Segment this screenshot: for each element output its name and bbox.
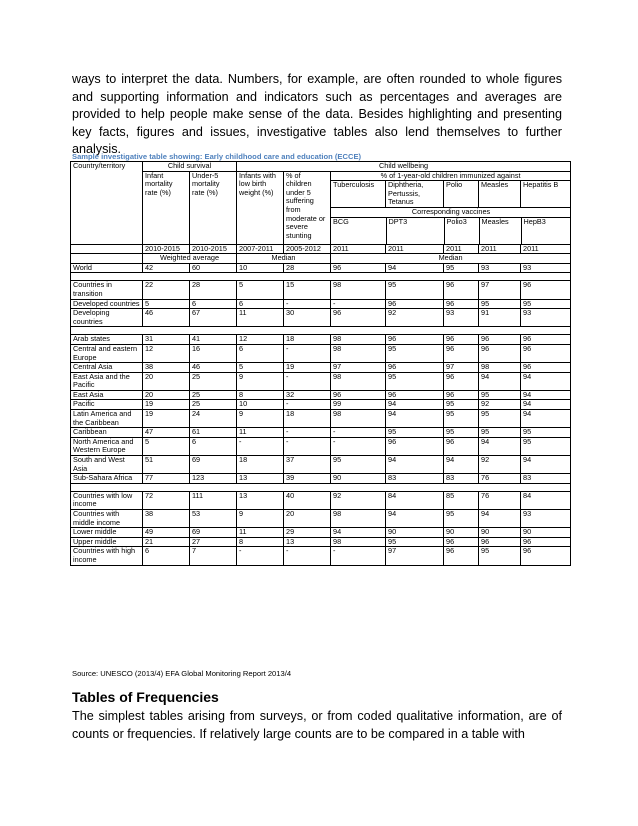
- data-cell: 96: [331, 309, 386, 327]
- year-measles: 2011: [479, 244, 521, 254]
- data-cell: 96: [444, 547, 479, 565]
- group-separator: [71, 327, 571, 335]
- data-cell: 19: [284, 363, 331, 373]
- data-cell: 10: [237, 400, 284, 410]
- data-cell: 98: [331, 344, 386, 362]
- data-cell: 97: [479, 281, 521, 299]
- data-cell: 96: [521, 344, 571, 362]
- row-label: Central and eastern Europe: [71, 344, 143, 362]
- row-label: Pacific: [71, 400, 143, 410]
- body-paragraph: The simplest tables arising from surveys, or from coded qualitative information, are of counts or frequencies. If relatively large counts are to be compared in a table with: [72, 709, 562, 741]
- header-polio3: Polio3: [444, 217, 479, 244]
- data-cell: -: [331, 428, 386, 438]
- header-stunting: % of children under 5 suffering from moderate or severe stunting: [284, 171, 331, 244]
- data-cell: 72: [143, 491, 190, 509]
- data-cell: 96: [521, 335, 571, 345]
- table-row: [71, 281, 571, 299]
- header-hepb3: HepB3: [523, 217, 546, 226]
- data-cell: 42: [143, 263, 190, 273]
- row-label: Countries with middle income: [71, 510, 143, 528]
- data-cell: 95: [444, 400, 479, 410]
- table-row: [71, 456, 571, 474]
- row-label: North America and Western Europe: [71, 437, 143, 455]
- data-cell: 94: [521, 390, 571, 400]
- data-cell: 96: [444, 299, 479, 309]
- header-low-birth-weight: Infants with low birth weight (%): [237, 171, 284, 244]
- data-cell: 96: [444, 537, 479, 547]
- header-dpt3: DPT3: [386, 217, 444, 244]
- data-cell: 96: [444, 344, 479, 362]
- row-label: East Asia and the Pacific: [71, 372, 143, 390]
- data-cell: 96: [521, 363, 571, 373]
- data-cell: 90: [479, 528, 521, 538]
- data-cell: 98: [331, 335, 386, 345]
- table-row: [71, 309, 571, 327]
- data-cell: 5: [237, 281, 284, 299]
- data-cell: 83: [521, 474, 571, 484]
- data-cell: 13: [237, 474, 284, 484]
- table-row: [71, 528, 571, 538]
- row-label: South and West Asia: [71, 456, 143, 474]
- table-caption: Sample investigative table showing: Early childhood care and education (ECCE): [72, 152, 362, 161]
- data-cell: 19: [143, 410, 190, 428]
- data-cell: 90: [521, 528, 571, 538]
- header-polio: Polio: [444, 181, 479, 208]
- data-cell: 90: [444, 528, 479, 538]
- data-cell: 96: [386, 299, 444, 309]
- table-row: [71, 390, 571, 400]
- data-cell: 28: [284, 263, 331, 273]
- row-label: World: [71, 263, 143, 273]
- data-cell: 28: [190, 281, 237, 299]
- data-cell: 97: [331, 363, 386, 373]
- data-cell: 61: [190, 428, 237, 438]
- data-cell: 11: [237, 528, 284, 538]
- data-cell: 8: [237, 537, 284, 547]
- row-label: Countries with low income: [71, 491, 143, 509]
- data-cell: 5: [143, 299, 190, 309]
- data-cell: 9: [237, 410, 284, 428]
- data-cell: 99: [331, 400, 386, 410]
- data-cell: 60: [190, 263, 237, 273]
- table-row: [71, 547, 571, 565]
- data-cell: 93: [521, 263, 571, 273]
- data-cell: 6: [237, 344, 284, 362]
- data-cell: 95: [444, 410, 479, 428]
- data-cell: 94: [479, 510, 521, 528]
- data-cell: 9: [237, 372, 284, 390]
- data-cell: 21: [143, 537, 190, 547]
- data-cell: 98: [331, 537, 386, 547]
- data-cell: -: [284, 428, 331, 438]
- row-label: Caribbean: [71, 428, 143, 438]
- data-cell: 85: [444, 491, 479, 509]
- data-cell: 95: [479, 410, 521, 428]
- data-cell: 6: [143, 547, 190, 565]
- data-cell: 20: [143, 390, 190, 400]
- section-heading: Tables of Frequencies: [72, 689, 219, 705]
- stat-median-wellbeing: Median: [331, 254, 571, 264]
- row-label: Sub-Sahara Africa: [71, 474, 143, 484]
- data-cell: 92: [331, 491, 386, 509]
- data-cell: 95: [444, 428, 479, 438]
- data-cell: 7: [190, 547, 237, 565]
- data-cell: 95: [331, 456, 386, 474]
- data-cell: 53: [190, 510, 237, 528]
- data-cell: 83: [444, 474, 479, 484]
- data-cell: 5: [143, 437, 190, 455]
- data-cell: 37: [284, 456, 331, 474]
- year-bcg: 2011: [331, 244, 386, 254]
- data-cell: 51: [143, 456, 190, 474]
- data-cell: 94: [479, 437, 521, 455]
- data-cell: 98: [331, 510, 386, 528]
- data-cell: 20: [284, 510, 331, 528]
- header-child-wellbeing: Child wellbeing: [237, 162, 571, 172]
- data-cell: 24: [190, 410, 237, 428]
- data-cell: 98: [331, 372, 386, 390]
- data-cell: 96: [479, 537, 521, 547]
- group-separator: [71, 273, 571, 281]
- data-cell: 94: [521, 456, 571, 474]
- data-cell: 38: [143, 363, 190, 373]
- data-cell: 25: [190, 372, 237, 390]
- data-cell: 95: [386, 537, 444, 547]
- row-label: Central Asia: [71, 363, 143, 373]
- data-cell: 95: [444, 510, 479, 528]
- data-cell: 29: [284, 528, 331, 538]
- data-cell: 94: [521, 410, 571, 428]
- header-infant-mortality: Infant mortality rate (%): [143, 171, 190, 244]
- data-cell: 10: [237, 263, 284, 273]
- year-polio3: 2011: [444, 244, 479, 254]
- data-cell: -: [284, 547, 331, 565]
- year-hepb3: 2011: [521, 244, 571, 254]
- table-row: [71, 335, 571, 345]
- data-cell: 95: [521, 428, 571, 438]
- data-cell: -: [331, 437, 386, 455]
- stat-median-survival: Median: [237, 254, 331, 264]
- stat-blank: [71, 254, 143, 264]
- row-label: Lower middle: [71, 528, 143, 538]
- data-cell: -: [284, 400, 331, 410]
- data-cell: 16: [190, 344, 237, 362]
- data-cell: -: [284, 344, 331, 362]
- table-row: [71, 474, 571, 484]
- data-cell: 40: [284, 491, 331, 509]
- data-cell: 95: [521, 299, 571, 309]
- table-row: [71, 372, 571, 390]
- table-row: [71, 510, 571, 528]
- row-label: Countries in transition: [71, 281, 143, 299]
- ecce-table: [70, 161, 571, 566]
- data-cell: 31: [143, 335, 190, 345]
- data-cell: 69: [190, 528, 237, 538]
- stat-weighted-average: Weighted average: [143, 254, 237, 264]
- data-cell: 97: [444, 363, 479, 373]
- data-cell: 95: [444, 263, 479, 273]
- header-dpt: Diphtheria, Pertussis, Tetanus: [386, 181, 444, 208]
- data-cell: 46: [190, 363, 237, 373]
- table-row: [71, 537, 571, 547]
- data-cell: 38: [143, 510, 190, 528]
- data-cell: 96: [331, 263, 386, 273]
- table-source: Source: UNESCO (2013/4) EFA Global Monitoring Report 2013/4: [72, 669, 292, 678]
- table-row: [71, 437, 571, 455]
- data-cell: 98: [331, 281, 386, 299]
- data-cell: 6: [237, 299, 284, 309]
- data-cell: 47: [143, 428, 190, 438]
- data-cell: 95: [386, 281, 444, 299]
- group-separator: [71, 483, 571, 491]
- header-immunized: % of 1-year-old children immunized against: [331, 171, 571, 181]
- data-cell: 93: [521, 510, 571, 528]
- data-cell: 41: [190, 335, 237, 345]
- data-cell: 83: [386, 474, 444, 484]
- data-cell: 19: [143, 400, 190, 410]
- data-cell: -: [331, 299, 386, 309]
- data-cell: 76: [479, 491, 521, 509]
- data-cell: 30: [284, 309, 331, 327]
- data-cell: 15: [284, 281, 331, 299]
- data-cell: 6: [190, 299, 237, 309]
- data-cell: 95: [479, 299, 521, 309]
- data-cell: 94: [331, 528, 386, 538]
- year-under5: 2010-2015: [190, 244, 237, 254]
- data-cell: 95: [386, 372, 444, 390]
- data-cell: 18: [284, 335, 331, 345]
- data-cell: 84: [386, 491, 444, 509]
- header-under5-mortality: Under-5 mortality rate (%): [190, 171, 237, 244]
- data-cell: 32: [284, 390, 331, 400]
- data-cell: 25: [190, 400, 237, 410]
- data-cell: 96: [521, 547, 571, 565]
- data-cell: 96: [386, 335, 444, 345]
- data-cell: 111: [190, 491, 237, 509]
- data-cell: 94: [521, 400, 571, 410]
- row-label: Upper middle: [71, 537, 143, 547]
- data-cell: 94: [386, 263, 444, 273]
- table-row: [71, 363, 571, 373]
- data-cell: 46: [143, 309, 190, 327]
- data-cell: 96: [386, 390, 444, 400]
- year-stunting: 2005-2012: [284, 244, 331, 254]
- year-low-birth: 2007-2011: [237, 244, 284, 254]
- data-cell: 96: [386, 437, 444, 455]
- data-cell: 13: [284, 537, 331, 547]
- data-cell: 76: [479, 474, 521, 484]
- data-cell: -: [237, 547, 284, 565]
- data-cell: -: [284, 372, 331, 390]
- table-row: [71, 263, 571, 273]
- data-cell: 92: [479, 456, 521, 474]
- data-cell: 49: [143, 528, 190, 538]
- data-cell: -: [237, 437, 284, 455]
- header-hepatitis-b: Hepatitis B: [521, 181, 571, 208]
- data-cell: 96: [521, 537, 571, 547]
- data-cell: 95: [386, 428, 444, 438]
- header-vaccines-block: [331, 207, 571, 244]
- data-cell: 96: [444, 281, 479, 299]
- data-cell: 96: [444, 437, 479, 455]
- data-cell: 20: [143, 372, 190, 390]
- data-cell: 67: [190, 309, 237, 327]
- table-row: [71, 428, 571, 438]
- data-cell: 25: [190, 390, 237, 400]
- row-label: Developing countries: [71, 309, 143, 327]
- data-cell: 98: [331, 410, 386, 428]
- header-tuberculosis: Tuberculosis: [331, 181, 386, 208]
- data-cell: 84: [521, 491, 571, 509]
- data-cell: 94: [386, 510, 444, 528]
- data-cell: 92: [386, 309, 444, 327]
- data-cell: 18: [237, 456, 284, 474]
- table-row: [71, 400, 571, 410]
- row-label: Developed countries: [71, 299, 143, 309]
- header-child-survival: Child survival: [143, 162, 237, 172]
- data-cell: 22: [143, 281, 190, 299]
- data-cell: 18: [284, 410, 331, 428]
- row-label: Countries with high income: [71, 547, 143, 565]
- data-cell: 96: [444, 335, 479, 345]
- data-cell: 96: [444, 390, 479, 400]
- data-cell: 90: [386, 528, 444, 538]
- header-vaccines: Corresponding vaccines: [331, 208, 571, 217]
- data-cell: 11: [237, 309, 284, 327]
- data-cell: 94: [521, 372, 571, 390]
- header-country: Country/territory: [71, 162, 143, 245]
- data-cell: 11: [237, 428, 284, 438]
- header-bcg: BCG: [331, 217, 386, 244]
- header-measles: Measles: [479, 181, 521, 208]
- header-years-blank: [71, 244, 143, 254]
- data-cell: 9: [237, 510, 284, 528]
- data-cell: 12: [143, 344, 190, 362]
- data-cell: -: [331, 547, 386, 565]
- data-cell: 95: [386, 344, 444, 362]
- data-cell: 39: [284, 474, 331, 484]
- year-dpt3: 2011: [386, 244, 444, 254]
- data-cell: 96: [386, 363, 444, 373]
- data-cell: 90: [331, 474, 386, 484]
- data-cell: 96: [444, 372, 479, 390]
- data-cell: 96: [331, 390, 386, 400]
- intro-paragraph: ways to interpret the data. Numbers, for example, are often rounded to whole figures and supporting information and indicators such as percentages and averages are provided to help people make sense of the data. Besides highlighting and presenting key facts, figures and issues, investigative tables also lend themselves to further analysis.: [72, 72, 562, 156]
- row-label: East Asia: [71, 390, 143, 400]
- data-cell: 93: [444, 309, 479, 327]
- data-cell: 91: [479, 309, 521, 327]
- data-cell: 96: [521, 281, 571, 299]
- data-cell: -: [284, 299, 331, 309]
- data-cell: 27: [190, 537, 237, 547]
- data-cell: 8: [237, 390, 284, 400]
- table-row: [71, 410, 571, 428]
- data-cell: 97: [386, 547, 444, 565]
- data-cell: 5: [237, 363, 284, 373]
- data-cell: 123: [190, 474, 237, 484]
- data-cell: 95: [479, 428, 521, 438]
- data-cell: 13: [237, 491, 284, 509]
- data-cell: 94: [444, 456, 479, 474]
- header-measles-vaccine: Measles: [479, 217, 521, 244]
- year-infant: 2010-2015: [143, 244, 190, 254]
- table-row: [71, 491, 571, 509]
- data-cell: 95: [479, 390, 521, 400]
- data-cell: 94: [386, 400, 444, 410]
- data-cell: 92: [479, 400, 521, 410]
- table-row: [71, 344, 571, 362]
- data-cell: 12: [237, 335, 284, 345]
- data-cell: 6: [190, 437, 237, 455]
- data-cell: 69: [190, 456, 237, 474]
- data-cell: 95: [479, 547, 521, 565]
- row-label: Latin America and the Caribbean: [71, 410, 143, 428]
- data-cell: 77: [143, 474, 190, 484]
- data-cell: 94: [479, 372, 521, 390]
- data-cell: 98: [479, 363, 521, 373]
- data-cell: 93: [521, 309, 571, 327]
- data-cell: 96: [479, 344, 521, 362]
- data-cell: -: [284, 437, 331, 455]
- data-cell: 94: [386, 410, 444, 428]
- data-cell: 95: [521, 437, 571, 455]
- data-cell: 96: [479, 335, 521, 345]
- data-cell: 93: [479, 263, 521, 273]
- data-cell: 94: [386, 456, 444, 474]
- row-label: Arab states: [71, 335, 143, 345]
- table-row: [71, 299, 571, 309]
